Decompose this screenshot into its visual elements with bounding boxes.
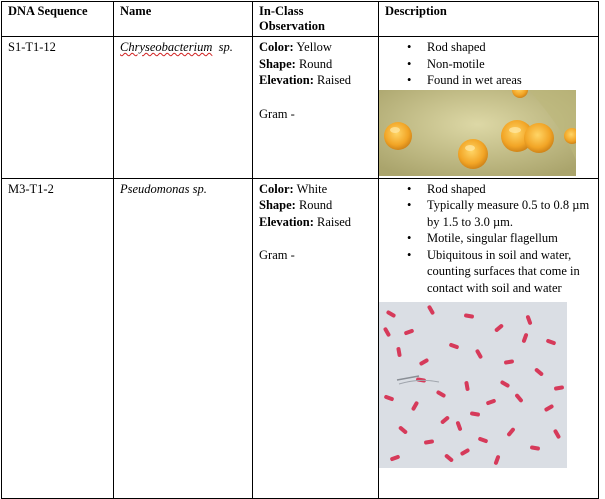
list-item: • Non-motile (427, 56, 592, 73)
list-item: • Typically measure 0.5 to 0.8 µm by 1.5 to 3.0 µm. (427, 197, 592, 230)
organism-name-cell (114, 178, 253, 498)
header-observation-line1: In-Class (259, 4, 304, 18)
list-item: • Ubiquitous in soil and water, counting surfaces that come in contact with soil and water (427, 247, 592, 297)
table-row (2, 37, 599, 179)
gram-result: Gram - (259, 248, 295, 262)
color-value: Yellow (296, 40, 332, 54)
bacteria-table (1, 1, 599, 499)
shape-value: Round (298, 198, 333, 212)
dna-sequence-cell: M3-T1-2 (2, 178, 114, 498)
header-name: Name (114, 2, 253, 37)
header-observation-line2: Observation (259, 19, 325, 33)
yellow-colony-plate-image (379, 90, 576, 176)
elevation-value: Raised (316, 214, 352, 229)
genus-name: Pseudomonas (120, 181, 190, 196)
elevation-value: Raised (316, 73, 352, 87)
organism-name-cell (114, 37, 253, 179)
shape-label: Shape: (259, 56, 296, 71)
color-label: Color: (259, 181, 294, 196)
header-description: Description (379, 2, 599, 37)
shape-label: Shape: (259, 198, 296, 212)
species-suffix: sp. (218, 40, 233, 54)
header-observation (253, 2, 379, 37)
description-cell (379, 178, 599, 498)
dna-sequence-cell: S1-T1-12 (2, 37, 114, 179)
color-label: Color: (259, 40, 294, 54)
table-row (2, 178, 599, 498)
gram-stain-micrograph-image (379, 302, 567, 468)
list-item: • Rod shaped (427, 39, 592, 56)
gram-result: Gram - (259, 106, 295, 121)
description-list (385, 181, 592, 297)
header-row (2, 2, 599, 37)
shape-value: Round (298, 56, 333, 71)
header-dna-sequence: DNA Sequence (2, 2, 114, 37)
species-suffix: sp. (192, 181, 207, 196)
observation-cell (253, 37, 379, 179)
description-cell (379, 37, 599, 179)
color-value: White (296, 181, 328, 196)
elevation-label: Elevation: (259, 73, 314, 87)
list-item: • Rod shaped (427, 181, 592, 198)
observation-cell (253, 178, 379, 498)
genus-name: Chryseobacterium (120, 40, 213, 54)
list-item: • Motile, singular flagellum (427, 230, 592, 247)
description-list (385, 39, 592, 89)
elevation-label: Elevation: (259, 214, 314, 229)
list-item: • Found in wet areas (427, 72, 592, 89)
